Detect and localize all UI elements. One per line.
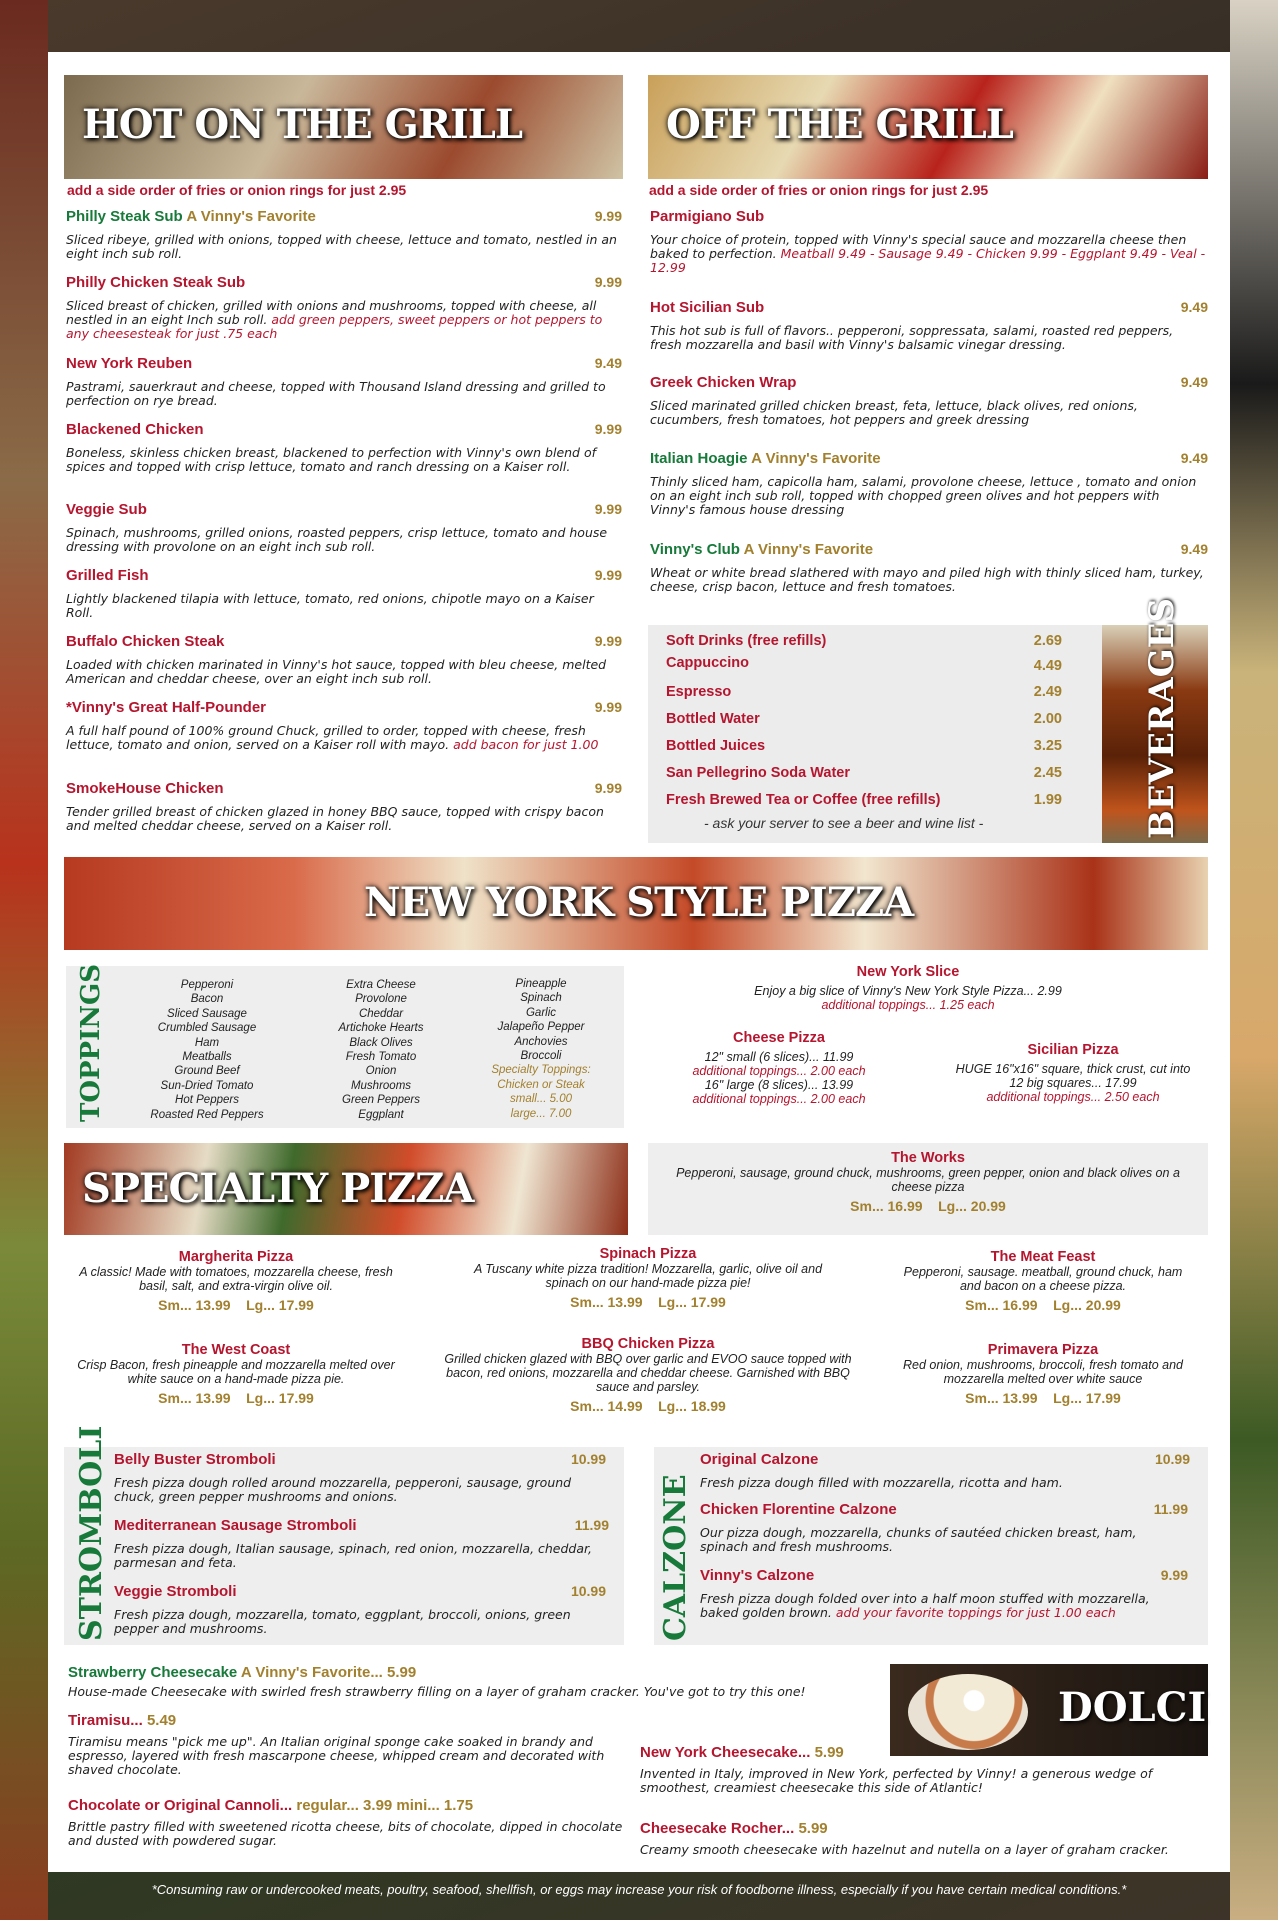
topping: Eggplant: [358, 1108, 404, 1121]
item-name: Philly Chicken Steak Sub: [66, 274, 246, 291]
toppings-column-3: [466, 977, 616, 1121]
item-desc: Fresh pizza dough filled with mozzarella, ricotta and ham.: [700, 1475, 1063, 1490]
topping: Sun-Dried Tomato: [160, 1079, 254, 1092]
menu-item: [650, 450, 1208, 517]
pizza-desc: Crisp Bacon, fresh pineapple and mozzarella melted over white sauce on a hand-made pizza pie.: [77, 1358, 395, 1386]
topping: Ham: [194, 1036, 220, 1049]
item-desc: Tender grilled breast of chicken glazed in honey BBQ sauce, topped with crispy bacon and melted cheddar cheese, served on a Kaiser roll.: [66, 804, 604, 833]
item-name: Strawberry Cheesecake: [68, 1664, 238, 1681]
beverages-title: BEVERAGES: [1142, 597, 1182, 839]
specialty-topping: large... 7.00: [510, 1107, 572, 1120]
item-desc: Sliced marinated grilled chicken breast, feta, lettuce, black olives, red onions, cucumbers, fresh tomatoes, hot peppers and greek dressing: [650, 398, 1138, 427]
sicilian-title: Sicilian Pizza: [1027, 1042, 1119, 1058]
menu-item: [650, 299, 1208, 352]
item-desc: Pastrami, sauerkraut and cheese, topped with Thousand Island dressing and grilled to perfection on rye bread.: [66, 379, 606, 408]
item-price: 10.99: [570, 1451, 606, 1467]
price-large: Lg... 20.99: [938, 1198, 1006, 1214]
item-desc: Sliced ribeye, grilled with onions, topped with cheese, lettuce and tomato, nestled in an eight inch sub roll.: [66, 232, 617, 261]
price-small: Sm... 16.99: [965, 1297, 1038, 1313]
item-name: Blackened Chicken: [66, 421, 204, 438]
price-small: Sm... 13.99: [570, 1294, 643, 1310]
sicilian-desc: HUGE 16"x16" square, thick crust, cut into 12 big squares... 17.99: [955, 1062, 1191, 1090]
cheese-small: 12" small (6 slices)... 11.99: [704, 1050, 854, 1064]
pizza-name: The West Coast: [181, 1342, 291, 1358]
favorite-tag: A Vinny's Favorite: [751, 450, 881, 467]
item-price: 5.99: [798, 1820, 828, 1837]
slice-desc: Enjoy a big slice of Vinny's New York Style Pizza... 2.99: [754, 984, 1062, 998]
item-name: Cheesecake Rocher...: [640, 1820, 795, 1837]
item-name: Belly Buster Stromboli: [114, 1451, 276, 1468]
item-price: 9.49: [594, 355, 622, 371]
ny-slice: [688, 964, 1128, 1012]
topping: Fresh Tomato: [345, 1051, 417, 1064]
specialty-pizza: [868, 1249, 1218, 1313]
beverage-row: [666, 711, 1062, 727]
item-addon: add bacon for just 1.00: [453, 737, 599, 752]
specialty-banner: [64, 1143, 628, 1235]
beverage-note: - ask your server to see a beer and wine list -: [704, 815, 984, 831]
toppings-box: [66, 963, 624, 1128]
item-price: regular... 3.99 mini... 1.75: [296, 1797, 474, 1814]
menu-item: [66, 780, 622, 833]
topping: Anchovies: [514, 1035, 568, 1048]
item-desc: Wheat or white bread slathered with mayo and piled high with thinly sliced ham, turkey, cheese, crisp bacon, lettuce and fresh tomatoes.: [650, 565, 1204, 594]
topping: Meatballs: [182, 1051, 232, 1064]
specialty-title: SPECIALTY PIZZA: [82, 1165, 474, 1212]
hot-grill-note: add a side order of fries or onion rings for just 2.95: [67, 182, 407, 198]
pizza-desc: Pepperoni, sausage, ground chuck, mushrooms, green pepper, onion and black olives on a cheese pizza: [676, 1166, 1180, 1194]
item-desc: Your choice of protein, topped with Vinny's special sauce and mozzarella cheese then baked to perfection.: [650, 232, 1187, 261]
beverage-row: [666, 792, 1062, 808]
cheesecake-image: [908, 1674, 1028, 1750]
item-desc: Brittle pastry filled with sweetened ricotta cheese, bits of chocolate, dipped in chocolate and dusted with powdered sugar.: [68, 1819, 623, 1848]
topping: Jalapeño Pepper: [497, 1021, 585, 1034]
beverage-row: [666, 738, 1062, 754]
item-name: Grilled Fish: [66, 567, 149, 584]
item-name: Hot Sicilian Sub: [650, 299, 765, 316]
cheese-pizza: [654, 1030, 904, 1106]
item-name: Chicken Florentine Calzone: [700, 1501, 897, 1518]
item-name: Tiramisu...: [68, 1712, 143, 1729]
pizza-desc: A Tuscany white pizza tradition! Mozzarella, garlic, olive oil and spinach on our hand-made pizza pie!: [473, 1262, 823, 1290]
price-large: Lg... 17.99: [246, 1390, 314, 1406]
item-price: 11.99: [1153, 1501, 1188, 1517]
toppings-column-2: [306, 978, 456, 1122]
beverage-price: 1.99: [1033, 792, 1062, 808]
item-price: 9.49: [1180, 299, 1208, 315]
topping: Pineapple: [515, 978, 567, 990]
food-safety-disclaimer: *Consuming raw or undercooked meats, poultry, seafood, shellfish, or eggs may increase your risk of foodborne illness, especially if you have certain medical conditions.*: [151, 1882, 1127, 1897]
item-name: Philly Steak Sub: [66, 208, 183, 225]
item-desc: This hot sub is full of flavors.. pepperoni, soppressata, salami, roasted red peppers, fresh mozzarella and basil with Vinny's balsamic vinegar dressing.: [650, 323, 1174, 352]
off-grill-note: add a side order of fries or onion rings for just 2.95: [649, 182, 989, 198]
topping: Black Olives: [349, 1036, 413, 1049]
specialty-topping: Specialty Toppings:: [491, 1064, 591, 1077]
menu-item: [650, 541, 1208, 594]
topping: Crumbled Sausage: [157, 1022, 257, 1035]
toppings-title: TOPPINGS: [76, 963, 106, 1122]
menu-item: [66, 501, 622, 554]
item-name: Chocolate or Original Cannoli...: [68, 1797, 293, 1814]
pizza-desc: Red onion, mushrooms, broccoli, fresh tomato and mozzarella melted over white sauce: [903, 1358, 1183, 1386]
pizza-title: NEW YORK STYLE PIZZA: [364, 879, 914, 926]
cheese-title: Cheese Pizza: [733, 1030, 825, 1046]
item-price: 9.49: [1180, 450, 1208, 466]
menu-item: [114, 1451, 606, 1504]
dessert-item: [68, 1712, 638, 1777]
item-desc: Sliced breast of chicken, grilled with onions and mushrooms, topped with cheese, all nestled in an eight Inch sub roll.: [66, 298, 597, 327]
item-price: 9.99: [594, 699, 622, 715]
pizza-name: The Meat Feast: [990, 1249, 1096, 1265]
hot-grill-title: HOT ON THE GRILL: [82, 101, 522, 148]
item-price: 9.99: [594, 274, 622, 290]
item-name: Parmigiano Sub: [650, 208, 765, 225]
item-name: Greek Chicken Wrap: [650, 374, 797, 391]
topping: Onion: [365, 1065, 397, 1078]
item-name: Original Calzone: [700, 1451, 819, 1468]
item-price: 5.99: [814, 1744, 844, 1761]
cheese-addon: additional toppings... 2.00 each: [692, 1092, 866, 1106]
price-large: Lg... 20.99: [1053, 1297, 1121, 1313]
topping: Artichoke Hearts: [338, 1022, 424, 1035]
menu-item: [66, 699, 622, 752]
item-price: 9.49: [1180, 374, 1208, 390]
specialty-topping: small... 5.00: [510, 1093, 572, 1106]
specialty-topping: Chicken or Steak: [497, 1078, 585, 1091]
beverage-price: 2.00: [1033, 711, 1062, 727]
beverage-price: 2.49: [1033, 684, 1062, 700]
pizza-name: The Works: [891, 1150, 965, 1166]
beverage-name: Cappuccino: [666, 655, 749, 671]
item-price: 11.99: [574, 1517, 609, 1533]
specialty-pizza: [438, 1246, 858, 1310]
off-grill-banner: [648, 75, 1208, 179]
beverage-name: Soft Drinks (free refills): [666, 633, 827, 649]
item-desc: Creamy smooth cheesecake with hazelnut and nutella on a layer of graham cracker.: [640, 1842, 1169, 1857]
item-price: 9.99: [594, 633, 622, 649]
dessert-item: [68, 1797, 638, 1848]
toppings-column-1: [132, 978, 282, 1122]
item-desc: Fresh pizza dough, mozzarella, tomato, eggplant, broccoli, onions, green pepper and mushrooms.: [114, 1607, 571, 1636]
item-name: Veggie Stromboli: [114, 1583, 237, 1600]
the-works: [648, 1143, 1208, 1235]
item-addon: add your favorite toppings for just 1.00 each: [835, 1605, 1116, 1620]
pizza-desc: Grilled chicken glazed with BBQ over garlic and EVOO sauce topped with bacon, red onions, mozzarella and cheddar cheese. Garnished with BBQ sauce and parsley.: [444, 1352, 852, 1394]
cheese-large: 16" large (8 slices)... 13.99: [704, 1078, 854, 1092]
item-desc: House-made Cheesecake with swirled fresh strawberry filling on a layer of graham cracker. You've got to try this one!: [68, 1684, 806, 1699]
pizza-name: Spinach Pizza: [599, 1246, 697, 1262]
menu-item: [66, 274, 622, 341]
menu-page: [48, 52, 1230, 1872]
favorite-tag: A Vinny's Favorite: [186, 208, 316, 225]
beverage-row: [666, 655, 1062, 674]
price-small: Sm... 14.99: [570, 1398, 643, 1414]
beverage-price: 4.49: [1033, 658, 1062, 674]
price-large: Lg... 17.99: [246, 1297, 314, 1313]
price-large: Lg... 17.99: [658, 1294, 726, 1310]
item-price: 5.49: [146, 1712, 177, 1729]
price-small: Sm... 13.99: [158, 1390, 231, 1406]
item-name: Buffalo Chicken Steak: [66, 633, 225, 650]
cheese-addon: additional toppings... 2.00 each: [692, 1064, 866, 1078]
price-small: Sm... 13.99: [158, 1297, 231, 1313]
price-small: Sm... 16.99: [850, 1198, 923, 1214]
sicilian-addon: additional toppings... 2.50 each: [986, 1090, 1160, 1104]
item-desc: Invented in Italy, improved in New York, perfected by Vinny! a generous wedge of smoothest, creamiest cheesecake this side of Atlantic!: [640, 1766, 1153, 1795]
topping: Spinach: [520, 992, 562, 1005]
price-large: Lg... 17.99: [1053, 1390, 1121, 1406]
dessert-item: [640, 1744, 1210, 1795]
topping: Roasted Red Peppers: [150, 1108, 264, 1121]
specialty-pizza: [66, 1249, 406, 1313]
menu-item: [700, 1501, 1188, 1554]
menu-item: [66, 421, 622, 474]
off-grill-title: OFF THE GRILL: [666, 101, 1013, 148]
item-name: Veggie Sub: [66, 501, 147, 518]
price-small: Sm... 13.99: [965, 1390, 1038, 1406]
beverage-price: 2.69: [1033, 633, 1062, 649]
topping: Hot Peppers: [175, 1094, 239, 1107]
item-desc: Fresh pizza dough rolled around mozzarella, pepperoni, sausage, ground chuck, green pepper mushrooms and onions.: [114, 1475, 572, 1504]
calzone-box: [654, 1447, 1208, 1645]
item-price: 10.99: [1154, 1451, 1190, 1467]
pizza-name: Primavera Pizza: [987, 1342, 1099, 1358]
item-name: New York Cheesecake...: [640, 1744, 811, 1761]
menu-item: [700, 1567, 1188, 1620]
beverage-row: [666, 765, 1062, 781]
favorite-tag: A Vinny's Favorite: [743, 541, 874, 558]
dolci-title: DOLCI: [1058, 1684, 1207, 1731]
hot-grill-banner: [64, 75, 623, 179]
item-name: Italian Hoagie: [650, 450, 748, 467]
pizza-name: Margherita Pizza: [178, 1249, 294, 1265]
specialty-pizza: [868, 1342, 1218, 1406]
slice-addon: additional toppings... 1.25 each: [821, 998, 995, 1012]
topping: Sliced Sausage: [167, 1007, 247, 1020]
pizza-desc: A classic! Made with tomatoes, mozzarella cheese, fresh basil, salt, and extra-virgin olive oil.: [79, 1265, 393, 1293]
topping: Provolone: [355, 993, 407, 1006]
beverage-row: [666, 633, 1062, 649]
topping: Bacon: [190, 993, 224, 1006]
slice-title: New York Slice: [856, 964, 960, 980]
topping: Garlic: [525, 1006, 557, 1019]
item-price: 9.49: [1180, 541, 1208, 557]
topping: Cheddar: [358, 1007, 404, 1020]
beverage-name: Fresh Brewed Tea or Coffee (free refills): [666, 792, 941, 808]
sicilian-pizza: [948, 1042, 1198, 1104]
menu-item: [66, 208, 622, 261]
calzone-title: CALZONE: [658, 1474, 693, 1641]
item-desc: Lightly blackened tilapia with lettuce, tomato, red onions, chipotle mayo on a Kaiser Roll.: [66, 591, 594, 620]
beverage-name: Bottled Juices: [666, 738, 766, 754]
menu-item: [66, 355, 622, 408]
topping: Mushrooms: [350, 1079, 412, 1092]
item-desc: Thinly sliced ham, capicolla ham, salami, provolone cheese, lettuce , tomato and onion on an eight inch sub roll, topped with chopped green olives and hot peppers with Vinny's famous house dressing: [650, 474, 1197, 517]
item-desc: A full half pound of 100% ground Chuck, grilled to order, topped with cheese, fresh lettuce, tomato and onion, served on a Kaiser roll with mayo.: [66, 723, 586, 752]
beverage-name: San Pellegrino Soda Water: [666, 765, 850, 781]
dolci-banner: [890, 1664, 1208, 1756]
item-price: 9.99: [594, 567, 622, 583]
dessert-item: [68, 1664, 908, 1699]
item-desc: Our pizza dough, mozzarella, chunks of sautéed chicken breast, ham, spinach and fresh mushrooms.: [700, 1525, 1137, 1554]
beverage-price: 2.45: [1033, 765, 1062, 781]
topping: Extra Cheese: [346, 979, 416, 991]
item-name: New York Reuben: [66, 355, 193, 372]
item-name: Vinny's Calzone: [700, 1567, 815, 1584]
item-price: 9.99: [594, 208, 622, 224]
item-addon: Meatball 9.49 - Sausage 9.49 - Chicken 9.99 - Eggplant 9.49 - Veal - 12.99: [650, 246, 1206, 275]
item-price: 9.99: [1160, 1567, 1188, 1583]
item-price: 9.99: [594, 501, 622, 517]
menu-item: [650, 374, 1208, 427]
menu-item: [66, 567, 622, 620]
price-large: Lg... 18.99: [658, 1398, 726, 1414]
item-desc: Tiramisu means "pick me up". An Italian original sponge cake soaked in brandy and espresso, layered with fresh mascarpone cheese, whipped cream and decorated with shaved chocolate.: [68, 1734, 605, 1777]
item-price: 9.99: [594, 421, 622, 437]
stromboli-box: [64, 1425, 624, 1645]
item-price: 10.99: [570, 1583, 606, 1599]
topping: Green Peppers: [342, 1094, 420, 1107]
pizza-banner: [64, 857, 1208, 950]
menu-item: [650, 208, 1208, 275]
topping: Ground Beef: [174, 1065, 240, 1078]
favorite-tag: A Vinny's Favorite... 5.99: [240, 1664, 417, 1681]
item-desc: Spinach, mushrooms, grilled onions, roasted peppers, crisp lettuce, tomato and house dressing with provolone on an eight inch sub roll.: [66, 525, 608, 554]
item-name: Vinny's Club: [650, 541, 740, 558]
stromboli-title: STROMBOLI: [74, 1425, 109, 1641]
background-right: [1230, 0, 1278, 1920]
menu-item: [114, 1583, 606, 1636]
menu-item: [114, 1517, 609, 1570]
beverages-box: [648, 597, 1208, 843]
background-left: [0, 0, 48, 1920]
dessert-item: [640, 1820, 1210, 1857]
item-desc: Fresh pizza dough, Italian sausage, spinach, red onion, mozzarella, cheddar, parmesan and feta.: [114, 1541, 592, 1570]
beverage-price: 3.25: [1033, 738, 1062, 754]
item-desc: Loaded with chicken marinated in Vinny's hot sauce, topped with bleu cheese, melted American and cheddar cheese, over an eight inch sub roll.: [66, 657, 607, 686]
specialty-pizza: [66, 1342, 406, 1406]
menu-item: [66, 633, 622, 686]
item-name: *Vinny's Great Half-Pounder: [66, 699, 267, 716]
beverage-name: Espresso: [666, 684, 732, 700]
item-desc: Boneless, skinless chicken breast, blackened to perfection with Vinny's own blend of spices and topped with crisp lettuce, tomato and ranch dressing on a Kaiser roll.: [66, 445, 597, 474]
item-name: Mediterranean Sausage Stromboli: [114, 1517, 357, 1534]
specialty-pizza: [432, 1336, 864, 1414]
item-desc: Fresh pizza dough folded over into a half moon stuffed with mozzarella, baked golden brown.: [700, 1591, 1150, 1620]
beverage-name: Bottled Water: [666, 711, 760, 727]
topping: Broccoli: [520, 1050, 562, 1063]
menu-item: [700, 1451, 1190, 1490]
item-addon: add green peppers, sweet peppers or hot peppers to any cheesesteak for just .75 each: [66, 312, 603, 341]
item-price: 9.99: [594, 780, 622, 796]
beverage-row: [666, 684, 1062, 700]
pizza-name: BBQ Chicken Pizza: [581, 1336, 715, 1352]
item-name: SmokeHouse Chicken: [66, 780, 224, 797]
pizza-desc: Pepperoni, sausage. meatball, ground chuck, ham and bacon on a cheese pizza.: [903, 1265, 1183, 1293]
topping: Pepperoni: [180, 979, 234, 991]
